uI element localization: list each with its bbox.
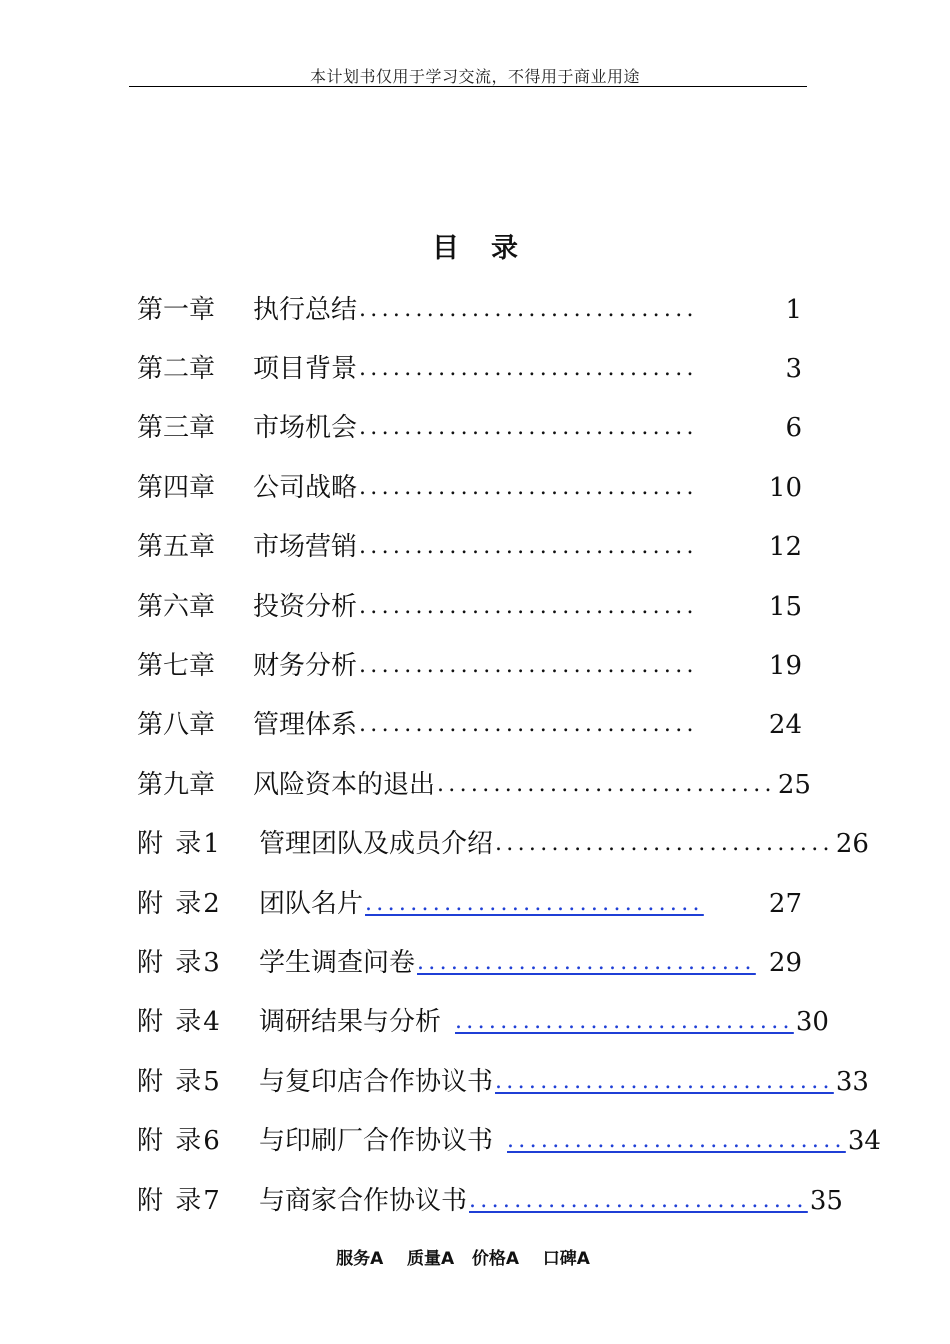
toc-entry-page-number: 30 (795, 1007, 829, 1038)
page-header: 本计划书仅用于学习交流，不得用于商业用途 (309, 67, 640, 86)
toc-entry-title: 财务分析 (253, 651, 358, 682)
toc-entry[interactable] (137, 1171, 843, 1230)
toc-entry-label: 第三章 (137, 413, 216, 444)
toc-entry-title: 团队名片 (259, 888, 364, 919)
toc-entry-title: 投资分析 (253, 591, 358, 622)
toc-entry-label: 第四章 (137, 472, 216, 503)
toc-entry-page-number: 27 (768, 888, 802, 919)
toc-entry-title: 与复印店合作协议书 (259, 1066, 494, 1097)
toc-entry (137, 755, 811, 814)
toc-entry (137, 518, 802, 577)
toc-entry-label: 附 录2 (137, 888, 222, 919)
toc-entry-label: 附 录6 (137, 1126, 222, 1157)
toc-entry (137, 458, 802, 517)
toc-entry (137, 399, 802, 458)
toc-entry-page-number: 12 (768, 532, 802, 563)
toc-leader-dots: .............................. (359, 534, 698, 560)
toc-entry-title: 风险资本的退出 (253, 769, 436, 800)
toc-entry-page-number: 6 (785, 413, 802, 444)
toc-entry-title: 市场机会 (253, 413, 358, 444)
toc-entry-label: 附 录3 (137, 947, 222, 978)
toc-entry-label: 附 录1 (137, 829, 222, 860)
toc-entry-page-number: 26 (835, 829, 869, 860)
toc-entry-page-number: 25 (777, 769, 811, 800)
toc-entry-label: 第八章 (137, 710, 216, 741)
toc-entry-label: 第七章 (137, 651, 216, 682)
toc-entry-title: 与印刷厂合作协议书 (259, 1126, 494, 1157)
toc-entry (137, 636, 802, 695)
toc-entry[interactable] (137, 1052, 869, 1111)
toc-leader-dots: .............................. (437, 771, 776, 797)
toc-entry[interactable] (137, 1111, 881, 1170)
toc-entry (137, 696, 802, 755)
toc-entry-label: 第五章 (137, 532, 216, 563)
toc-entry-label: 附 录7 (137, 1185, 222, 1216)
toc-entry-title: 执行总结 (253, 294, 358, 325)
toc-entry-page-number: 35 (809, 1185, 843, 1216)
toc-entry-page-number: 10 (768, 472, 802, 503)
toc-entry-page-number: 34 (847, 1126, 881, 1157)
toc-entry-title: 调研结果与分析 (259, 1007, 442, 1038)
toc-entry-label: 第一章 (137, 294, 216, 325)
toc-entry-label: 第二章 (137, 354, 216, 385)
toc-leader-dots: .............................. (359, 653, 698, 679)
toc-entry[interactable] (137, 933, 802, 992)
toc-leader-link[interactable]: .............................. (469, 1187, 808, 1213)
toc-entry-page-number: 3 (785, 354, 802, 385)
toc-entry (137, 815, 869, 874)
toc-entry-page-number: 1 (785, 294, 802, 325)
toc-title: 目录 (432, 233, 550, 264)
toc-leader-dots: .............................. (359, 593, 698, 619)
toc-entry-page-number: 24 (768, 710, 802, 741)
toc-entry-label: 第九章 (137, 769, 216, 800)
toc-leader-dots: .............................. (359, 415, 698, 441)
toc-leader-dots: .............................. (359, 712, 698, 738)
toc-entry-label: 附 录4 (137, 1007, 222, 1038)
toc-entry-title: 公司战略 (253, 472, 358, 503)
page-footer: 服务A 质量A 价格A 口碑A (336, 1249, 590, 1269)
toc-leader-dots: .............................. (495, 831, 834, 857)
toc-entry (137, 280, 802, 339)
toc-leader-dots: .............................. (359, 296, 698, 322)
toc-entry-page-number: 33 (835, 1066, 869, 1097)
toc-entry[interactable] (137, 993, 829, 1052)
toc-entry-title: 管理团队及成员介绍 (259, 829, 494, 860)
toc-entry-title: 与商家合作协议书 (259, 1185, 468, 1216)
toc-entry-title: 项目背景 (253, 354, 358, 385)
toc-leader-dots: .............................. (359, 356, 698, 382)
toc-entry (137, 339, 802, 398)
toc-entry (137, 577, 802, 636)
toc-entry-page-number: 19 (768, 651, 802, 682)
toc-leader-link[interactable]: .............................. (417, 949, 756, 975)
toc-leader-dots: .............................. (359, 474, 698, 500)
toc-entry[interactable] (137, 874, 802, 933)
toc-entry-title: 市场营销 (253, 532, 358, 563)
toc-entry-page-number: 29 (768, 947, 802, 978)
toc-entry-label: 附 录5 (137, 1066, 222, 1097)
toc-entry-title: 学生调查问卷 (259, 947, 416, 978)
toc-leader-link[interactable]: .............................. (495, 1068, 834, 1094)
table-of-contents (137, 280, 881, 1230)
toc-leader-link[interactable]: .............................. (365, 890, 704, 916)
toc-entry-title: 管理体系 (253, 710, 358, 741)
toc-leader-link[interactable]: .............................. (455, 1009, 794, 1035)
toc-leader-link[interactable]: .............................. (507, 1128, 846, 1154)
header-divider (129, 86, 807, 87)
toc-entry-label: 第六章 (137, 591, 216, 622)
toc-entry-page-number: 15 (768, 591, 802, 622)
